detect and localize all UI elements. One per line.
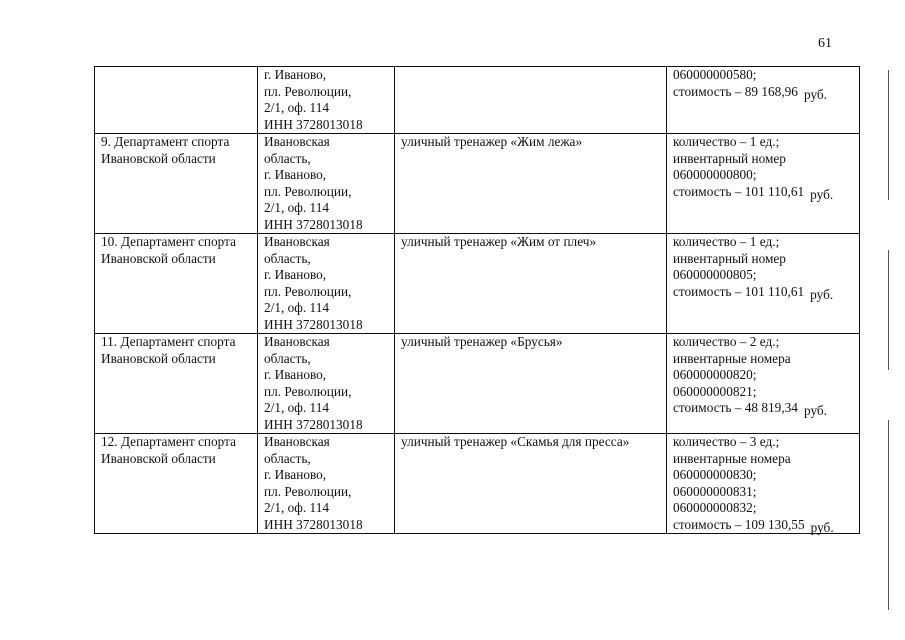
details-line: 060000000832;	[673, 500, 757, 515]
currency-label: руб.	[810, 186, 834, 202]
cost-line	[673, 84, 855, 101]
address-line: область,	[264, 450, 311, 466]
details-line: инвентарные номера	[673, 450, 791, 466]
details-cell	[667, 234, 860, 334]
owner-cell	[95, 334, 258, 434]
item-name: уличный тренажер «Брусья»	[401, 334, 563, 349]
address-line: область,	[264, 150, 311, 166]
address-line: г. Иваново,	[264, 167, 327, 182]
address-line: 2/1, оф. 114	[264, 500, 330, 515]
owner-line: 11. Департамент спорта	[101, 334, 236, 349]
cost-value: стоимость – 101 110,61	[673, 183, 805, 199]
scan-edge-line	[888, 250, 889, 370]
table-row	[95, 234, 860, 334]
currency-label: руб.	[810, 519, 834, 535]
address-line: ИНН 3728013018	[264, 316, 363, 332]
address-cell	[258, 434, 395, 534]
details-line: 060000000830;	[673, 467, 757, 482]
details-line: 060000000831;	[673, 483, 757, 499]
address-line: ИНН 3728013018	[264, 416, 363, 432]
details-line: количество – 3 ед.;	[673, 434, 780, 449]
details-line: инвентарный номер	[673, 250, 786, 266]
cost-line	[673, 184, 855, 201]
cost-value: стоимость – 48 819,34	[673, 400, 798, 415]
scan-edge-line	[888, 420, 889, 610]
address-cell	[258, 234, 395, 334]
address-cell	[258, 67, 395, 134]
owner-cell	[95, 67, 258, 134]
address-line: Ивановская	[264, 334, 330, 349]
details-cell	[667, 434, 860, 534]
owner-line: 9. Департамент спорта	[101, 134, 230, 149]
cost-line	[673, 284, 855, 301]
details-cell	[667, 67, 860, 134]
details-line: инвентарные номера	[673, 350, 791, 366]
details-line: 060000000821;	[673, 383, 757, 399]
cost-line	[673, 400, 855, 417]
address-line: область,	[264, 250, 311, 266]
item-cell	[395, 434, 667, 534]
item-name: уличный тренажер «Жим лежа»	[401, 134, 583, 149]
address-line: Ивановская	[264, 234, 330, 249]
item-cell	[395, 134, 667, 234]
address-line: 2/1, оф. 114	[264, 100, 330, 115]
owner-line: Ивановской области	[101, 350, 216, 366]
address-line: г. Иваново,	[264, 467, 327, 482]
details-cell	[667, 334, 860, 434]
details-line: 060000000820;	[673, 367, 757, 382]
item-cell	[395, 234, 667, 334]
currency-label: руб.	[803, 403, 828, 418]
owner-line: 10. Департамент спорта	[101, 234, 237, 249]
currency-label: руб.	[810, 286, 834, 302]
address-line: пл. Революции,	[264, 283, 352, 299]
address-line: г. Иваново,	[264, 67, 327, 82]
document-table	[94, 66, 860, 534]
table-row	[95, 67, 860, 134]
item-cell	[395, 67, 667, 134]
address-line: пл. Революции,	[264, 383, 352, 399]
address-line: пл. Революции,	[264, 483, 352, 499]
address-cell	[258, 134, 395, 234]
item-cell	[395, 334, 667, 434]
cost-value: стоимость – 101 110,61	[673, 283, 805, 299]
table-row	[95, 134, 860, 234]
details-line: инвентарный номер	[673, 150, 786, 166]
page-number: 61	[818, 36, 832, 51]
details-line: количество – 1 ед.;	[673, 234, 780, 249]
address-line: ИНН 3728013018	[264, 516, 363, 532]
address-line: пл. Революции,	[264, 83, 352, 99]
address-line: ИНН 3728013018	[264, 216, 363, 232]
table-row	[95, 334, 860, 434]
address-line: г. Иваново,	[264, 367, 327, 382]
scan-edge-line	[888, 70, 889, 200]
item-name: уличный тренажер «Жим от плеч»	[401, 234, 597, 249]
currency-label: руб.	[803, 86, 828, 102]
details-line: 060000000800;	[673, 167, 757, 182]
owner-cell	[95, 234, 258, 334]
address-line: 2/1, оф. 114	[264, 400, 330, 415]
owner-line: Ивановской области	[101, 250, 216, 266]
address-line: Ивановская	[264, 434, 330, 449]
details-line: 060000000580;	[673, 67, 757, 82]
owner-cell	[95, 134, 258, 234]
address-cell	[258, 334, 395, 434]
table-row	[95, 434, 860, 534]
cost-value: стоимость – 89 168,96	[673, 83, 798, 99]
cost-value: стоимость – 109 130,55	[673, 516, 805, 532]
address-line: Ивановская	[264, 134, 330, 149]
address-line: область,	[264, 350, 311, 366]
item-name: уличный тренажер «Скамья для пресса»	[401, 434, 630, 449]
details-line: количество – 2 ед.;	[673, 334, 780, 349]
details-line: 060000000805;	[673, 267, 757, 282]
owner-line: Ивановской области	[101, 150, 216, 166]
address-line: ИНН 3728013018	[264, 116, 363, 132]
owner-cell	[95, 434, 258, 534]
details-line: количество – 1 ед.;	[673, 134, 780, 149]
owner-line: 12. Департамент спорта	[101, 434, 237, 449]
address-line: пл. Революции,	[264, 183, 352, 199]
address-line: 2/1, оф. 114	[264, 200, 330, 215]
owner-line: Ивановской области	[101, 450, 216, 466]
details-cell	[667, 134, 860, 234]
address-line: г. Иваново,	[264, 267, 327, 282]
cost-line	[673, 517, 855, 534]
address-line: 2/1, оф. 114	[264, 300, 330, 315]
